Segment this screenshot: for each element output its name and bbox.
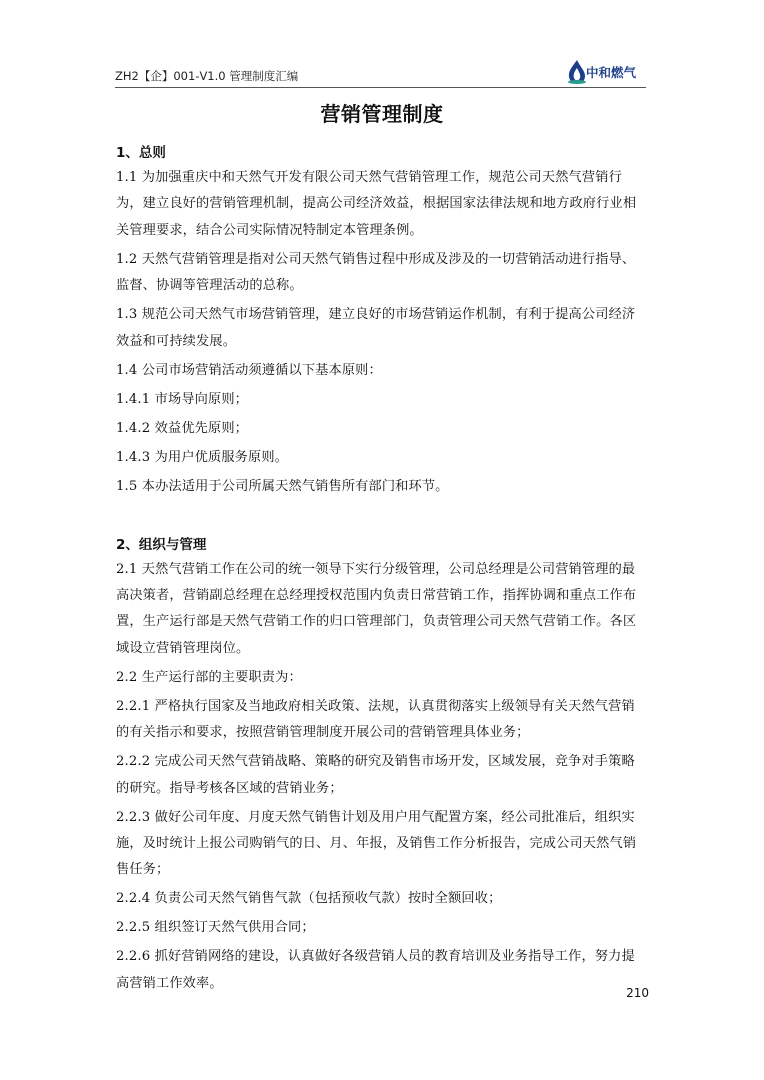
paragraph: 1.4 公司市场营销活动须遵循以下基本原则： bbox=[116, 362, 382, 378]
paragraph: 1.3 规范公司天然气市场营销管理，建立良好的市场营销运作机制，有利于提高公司经济效益和可持续发展。 bbox=[116, 307, 636, 349]
section-spacer bbox=[116, 503, 648, 533]
paragraph: 1.4.1 市场导向原则； bbox=[116, 391, 249, 407]
flame-icon bbox=[566, 59, 588, 85]
paragraph: 1.2 天然气营销管理是指对公司天然气销售过程中形成及涉及的一切营销活动进行指导、监督、协调等管理活动的总称。 bbox=[116, 251, 636, 294]
document-body bbox=[116, 141, 648, 1000]
paragraph: 1.4.3 为用户优质服务原则。 bbox=[116, 449, 289, 465]
paragraph: 1.1 为加强重庆中和天然气开发有限公司天然气营销管理工作，规范公司天然气营销行为，建立良好的营销管理机制，提高公司经济效益，根据国家法律法规和地方政府行业相关管理要求，结合公司实际情况特制定本管理条例。 bbox=[116, 170, 637, 238]
paragraph: 2.2.6 抓好营销网络的建设，认真做好各级营销人员的教育培训及业务指导工作，努力提高营销工作效率。 bbox=[116, 949, 635, 991]
paragraph: 1.5 本办法适用于公司所属天然气销售所有部门和环节。 bbox=[116, 478, 449, 494]
section-heading: 2、组织与管理 bbox=[116, 536, 207, 553]
document-title: 营销管理制度 bbox=[320, 102, 444, 126]
section-heading: 1、总则 bbox=[116, 145, 166, 161]
paragraph: 2.2.1 严格执行国家及当地政府相关政策、法规，认真贯彻落实上级领导有关天然气营销的有关指示和要求，按照营销管理制度开展公司的营销管理具体业务； bbox=[116, 698, 635, 741]
paragraph: 2.2.4 负责公司天然气销售气款（包括预收气款）按时全额回收； bbox=[116, 891, 502, 907]
paragraph: 2.2.5 组织签订天然气供用合同； bbox=[116, 920, 315, 936]
company-logo bbox=[566, 58, 646, 86]
header-divider bbox=[115, 87, 646, 88]
paragraph: 1.4.2 效益优先原则； bbox=[116, 420, 249, 436]
paragraph: 2.2 生产运行部的主要职责为： bbox=[116, 669, 302, 685]
page-number: 210 bbox=[626, 986, 649, 1000]
paragraph: 2.2.2 完成公司天然气营销战略、策略的研究及销售市场开发，区域发展，竞争对手策略的研究。指导考核各区域的营销业务； bbox=[116, 754, 635, 796]
paragraph: 2.2.3 做好公司年度、月度天然气销售计划及用户用气配置方案，经公司批准后，组织实施，及时统计上报公司购销气的日、月、年报，及销售工作分析报告，完成公司天然气销售任务； bbox=[116, 809, 637, 878]
logo-text: 中和燃气 bbox=[586, 65, 637, 80]
page-header bbox=[115, 66, 646, 88]
header-doc-code: ZH2【企】001-V1.0 管理制度汇编 bbox=[115, 69, 299, 83]
paragraph: 2.1 天然气营销工作在公司的统一领导下实行分级管理，公司总经理是公司营销管理的最高决策者，营销副总经理在总经理授权范围内负责日常营销工作，指挥协调和重点工作布置，生产运行部是天然气营销工作的归口管理部门，负责管理公司天然气营销工作。各区域设立营销管理岗位。 bbox=[116, 561, 637, 656]
